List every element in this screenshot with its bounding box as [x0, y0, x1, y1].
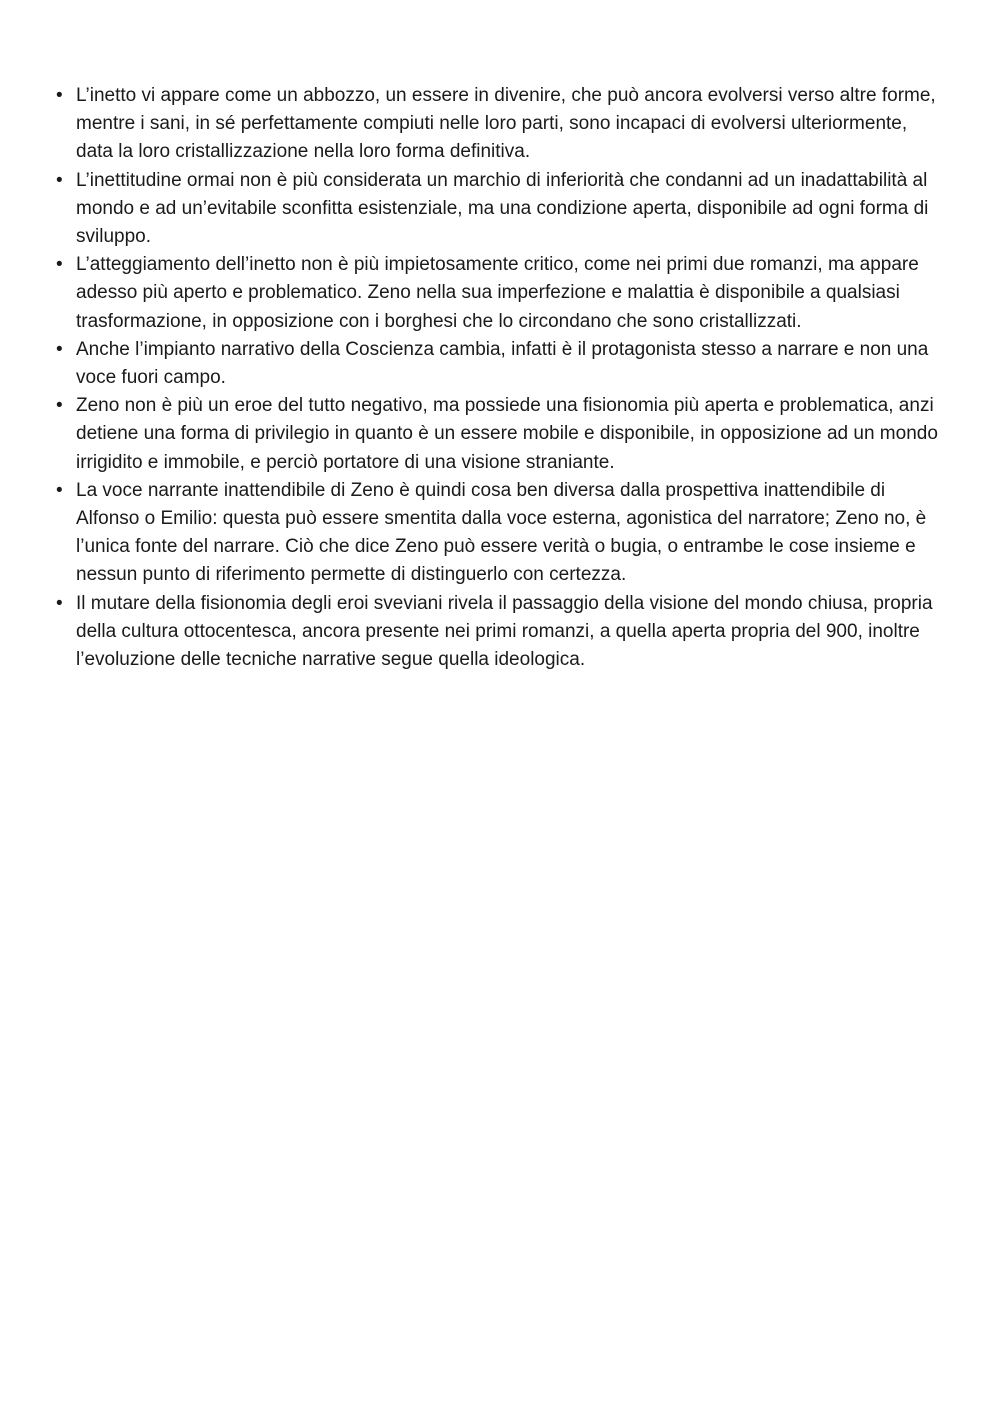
list-item — [56, 82, 946, 167]
bullet-icon: • — [56, 338, 63, 360]
bullet-icon: • — [56, 592, 63, 614]
list-item — [56, 590, 946, 675]
bullet-icon: • — [56, 479, 63, 501]
list-item-text: La voce narrante inattendibile di Zeno è quindi cosa ben diversa dalla prospettiva inattendibile di Alfonso o Emilio: questa può essere smentita dalla voce esterna, agonistica del narratore; Zeno no, è l’unica fonte del narrare. Ciò che dice Zeno può essere verità o bugia, o entrambe le cose insieme e nessun punto di riferimento permette di distinguerlo con certezza. — [76, 479, 927, 586]
bullet-icon: • — [56, 169, 63, 191]
list-item-text: Zeno non è più un eroe del tutto negativo, ma possiede una fisionomia più aperta e problematica, anzi detiene una forma di privilegio in quanto è un essere mobile e disponibile, in opposizione ad un mondo irrigidito e immobile, e perciò portatore di una visione straniante. — [76, 395, 938, 473]
bullet-icon: • — [56, 85, 63, 106]
list-item — [56, 167, 946, 252]
list-item — [56, 392, 946, 477]
list-item-text: L’inetto vi appare come un abbozzo, un essere in divenire, che può ancora evolversi verso altre forme, mentre i sani, in sé perfettamente compiuti nelle loro parti, sono incapaci di evolversi ulteriormente, data la loro cristallizzazione nella loro forma definitiva. — [76, 85, 936, 163]
list-item-text: Anche l’impianto narrativo della Coscienza cambia, infatti è il protagonista stesso a narrare e non una voce fuori campo. — [76, 338, 929, 389]
list-item — [56, 336, 946, 392]
list-item-text: Il mutare della fisionomia degli eroi sveviani rivela il passaggio della visione del mondo chiusa, propria della cultura ottocentesca, ancora presente nei primi romanzi, a quella aperta propria del 900, inoltre l’evoluzione delle tecniche narrative segue quella ideologica. — [76, 592, 933, 671]
list-item-text: L’atteggiamento dell’inetto non è più impietosamente critico, come nei primi due romanzi, ma appare adesso più aperto e problematico. Zeno nella sua imperfezione e malattia è disponibile a qualsiasi trasformazione, in opposizione con i borghesi che lo circondano che sono cristallizzati. — [76, 254, 919, 332]
bullet-list — [56, 82, 946, 674]
bullet-icon: • — [56, 395, 63, 417]
list-item — [56, 251, 946, 336]
list-item-text: L’inettitudine ormai non è più considerata un marchio di inferiorità che condanni ad un inadattabilità al mondo e ad un’evitabile sconfitta esistenziale, ma una condizione aperta, disponibile ad ogni forma di sviluppo. — [76, 169, 929, 248]
bullet-icon: • — [56, 254, 63, 276]
list-item — [56, 477, 946, 590]
